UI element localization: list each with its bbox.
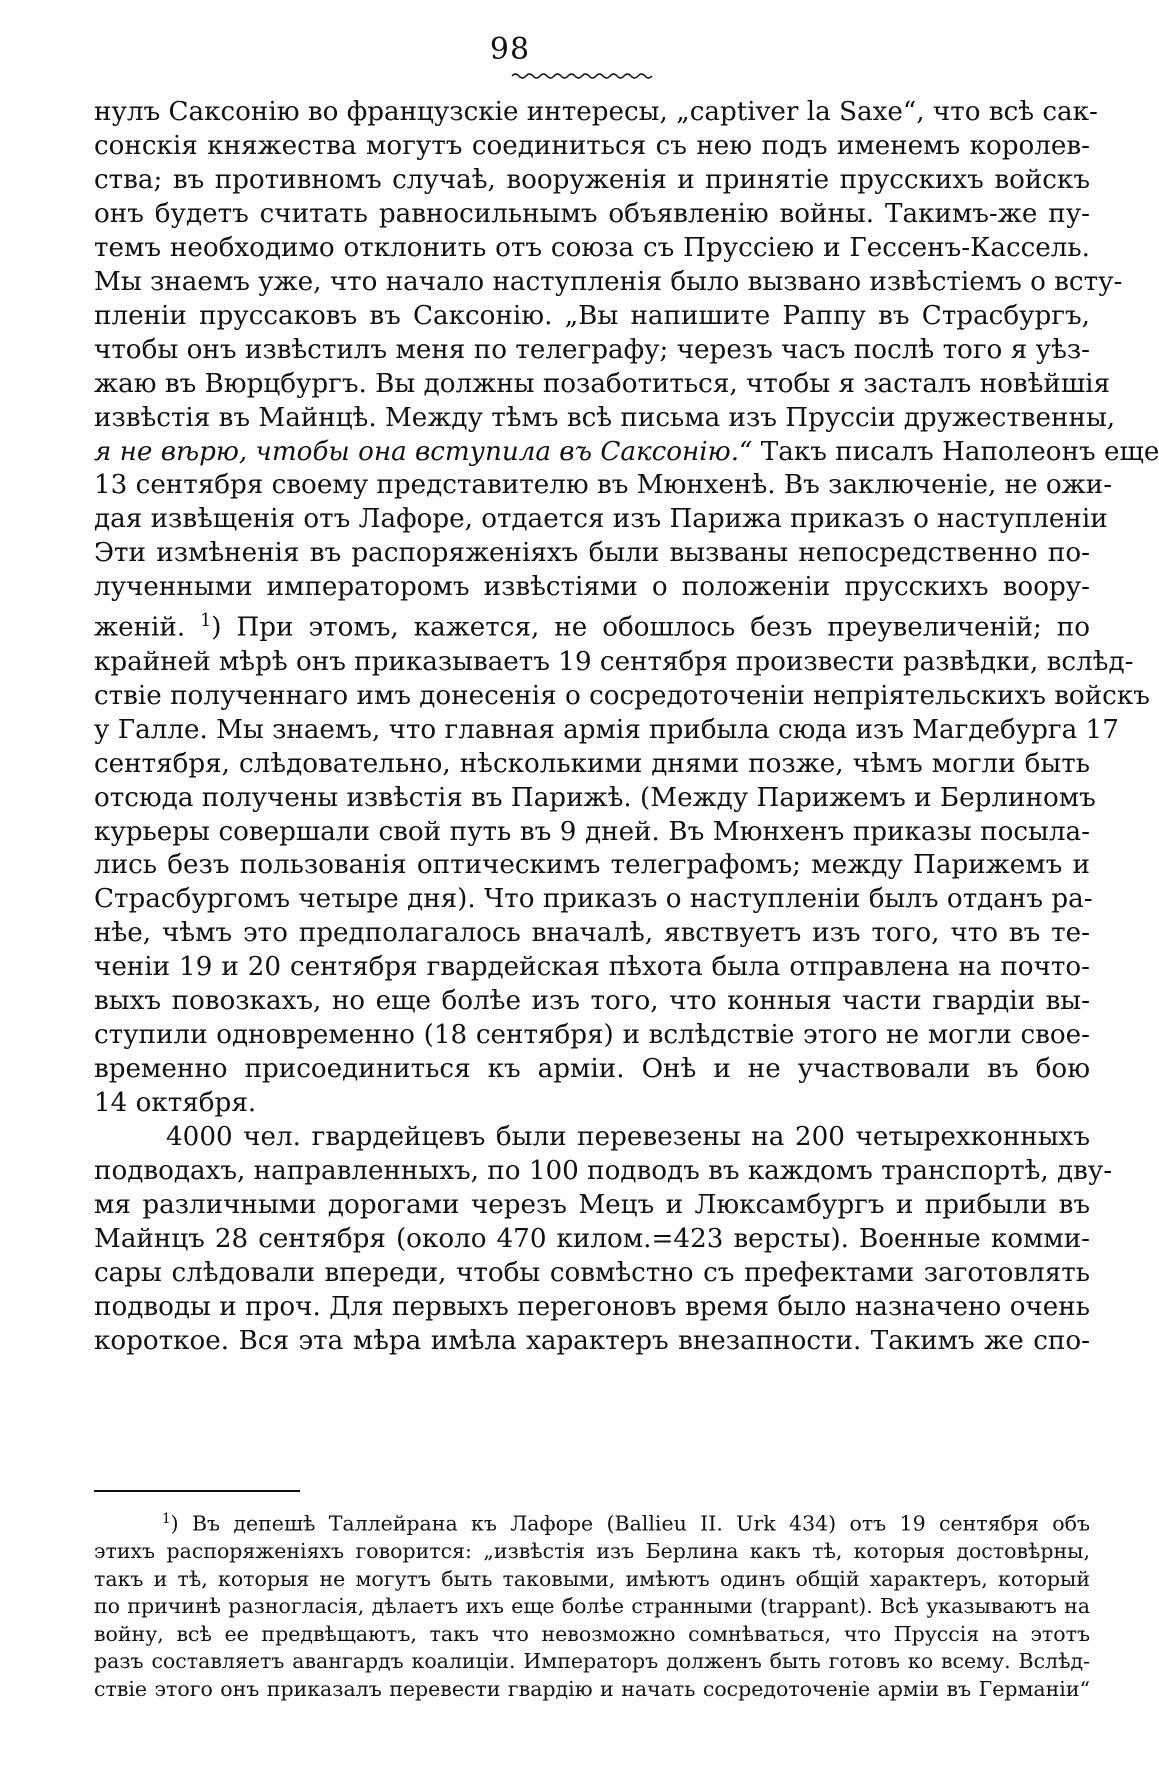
footnote-line: войну, всѣ ее предвѣщаютъ, такъ что невозможно сомнѣваться, что Пруссія на этотъ xyxy=(94,1621,1090,1646)
footnote-line: ствіе этого онъ приказалъ перевести гвардію и начать сосредоточеніе арміи въ Германіи“ xyxy=(94,1677,1090,1701)
text-line: Мы знаемъ уже, что начало наступленія было вызвано извѣстіемъ о всту- xyxy=(94,266,1123,297)
footnote-reference: 1 xyxy=(200,611,212,632)
text-line: ства; въ противномъ случаѣ, вооруженія и принятіе прусскихъ войскъ xyxy=(94,164,1090,195)
footnote-line: разъ составляетъ авангардъ коалиціи. Императоръ долженъ быть готовъ ко всему. Вслѣд- xyxy=(94,1649,1090,1674)
main-text xyxy=(94,96,1159,1359)
text-line: крайней мѣрѣ онъ приказываетъ 19 сентября произвести развѣдки, вслѣд- xyxy=(94,646,1134,677)
wavy-rule-ornament xyxy=(512,72,652,80)
footnote-line: этихъ распоряженіяхъ говорится: „извѣстія изъ Берлина какъ тѣ, которыя достовѣрны, xyxy=(94,1539,1090,1564)
text-line: короткое. Вся эта мѣра имѣла характеръ внезапности. Такимъ же спо- xyxy=(94,1325,1090,1356)
text-line: Эти измѣненія въ распоряженіяхъ были вызваны непосредственно по- xyxy=(94,538,1090,569)
footnote-first-line xyxy=(94,1506,1090,1538)
text-line: Страсбургомъ четыре дня). Что приказъ о наступленіи былъ отданъ ра- xyxy=(94,884,1093,915)
text-fragment: ) При этомъ, кажется, не обошлось безъ преувеличеній; по xyxy=(211,612,1090,643)
text-line-italic-quote xyxy=(94,436,1159,470)
text-line: Майнцъ 28 сентября (около 470 килом.=423 версты). Военные комми- xyxy=(94,1223,1090,1254)
footnote-line: такъ и тѣ, которыя не могутъ быть таковыми, имѣютъ одинъ общій характеръ, который xyxy=(94,1566,1090,1591)
text-line: сентября, слѣдовательно, нѣсколькими днями позже, чѣмъ могли быть xyxy=(94,748,1090,779)
text-line: онъ будетъ считать равносильнымъ объявленію войны. Такимъ-же пу- xyxy=(94,198,1090,229)
paragraph-end-line: 14 октября. xyxy=(94,1088,257,1119)
text-line: временно присоединиться къ арміи. Онѣ и не участвовали въ бою xyxy=(94,1054,1090,1085)
text-line: лись безъ пользованія оптическимъ телеграфомъ; между Парижемъ и xyxy=(94,850,1090,881)
page-number: 98 xyxy=(489,32,531,67)
text-fragment: женій. xyxy=(94,612,186,643)
text-line: 13 сентября своему представителю въ Мюнхенѣ. Въ заключеніе, не ожи- xyxy=(94,470,1113,501)
text-line: ченіи 19 и 20 сентября гвардейская пѣхота была отправлена на почто- xyxy=(94,952,1090,983)
text-line: у Галле. Мы знаемъ, что главная армія прибыла сюда изъ Магдебурга 17 xyxy=(94,714,1119,745)
text-line: нѣе, чѣмъ это предполагалось вначалѣ, явствуетъ изъ того, что въ те- xyxy=(94,918,1090,949)
text-line: курьеры совершали свой путь въ 9 дней. Въ Мюнхенъ приказы посыла- xyxy=(94,816,1090,847)
text-line: мя различными дорогами черезъ Мецъ и Люксамбургъ и прибыли въ xyxy=(94,1190,1090,1220)
text-fragment: ) Въ депешѣ Таллейрана къ Лафоре (Ballieu II. Urk 434) отъ 19 сентября объ xyxy=(170,1511,1090,1536)
text-line: ступили одновременно (18 сентября) и вслѣдствіе этого не могли свое- xyxy=(94,1020,1090,1051)
text-line: подводы и проч. Для первыхъ перегоновъ время было назначено очень xyxy=(94,1291,1090,1322)
text-line: подводахъ, направленныхъ, по 100 подводъ въ каждомъ транспортѣ, дву- xyxy=(94,1156,1113,1187)
text-line: выхъ повозкахъ, но еще болѣе изъ того, что конныя части гвардіи вы- xyxy=(94,986,1090,1017)
text-line: темъ необходимо отклонить отъ союза съ Пруссіею и Гессенъ-Кассель. xyxy=(94,232,1090,263)
footnote-divider xyxy=(94,1490,300,1492)
text-line-with-footnote-ref xyxy=(94,605,1090,645)
text-line: лученными императоромъ извѣстіями о положеніи прусскихъ воору- xyxy=(94,572,1090,603)
text-line: нулъ Саксонію во французскіе интересы, „captiver la Saxe“, что всѣ сак- xyxy=(94,97,1098,127)
text-line: чтобы онъ извѣстилъ меня по телеграфу; черезъ часъ послѣ того я уѣз- xyxy=(94,334,1090,365)
italic-quote: я не вѣрю, чтобы она вступила въ Саксонію.“ xyxy=(94,436,753,467)
text-line: ствіе полученнаго имъ донесенія о сосредоточеніи непріятельскихъ войскъ xyxy=(94,680,1150,711)
text-line: жаю въ Вюрцбургъ. Вы должны позаботиться, чтобы я засталъ новѣйшія xyxy=(94,368,1111,399)
text-fragment: Такъ писалъ Наполеонъ еще xyxy=(752,436,1159,467)
text-line: отсюда получены извѣстія въ Парижѣ. (Между Парижемъ и Берлиномъ xyxy=(94,782,1096,813)
paragraph-start-line: 4000 чел. гвардейцевъ были перевезены на 200 четырехконныхъ xyxy=(166,1122,1090,1153)
footnote-marker: 1 xyxy=(162,1511,171,1527)
text-line: пленіи пруссаковъ въ Саксонію. „Вы напишите Раппу въ Страсбургъ, xyxy=(94,300,1090,331)
footnote-line: по причинѣ разногласія, дѣлаетъ ихъ еще болѣе странными (trappant). Всѣ указываютъ на xyxy=(94,1594,1090,1619)
footnotes xyxy=(94,1506,1090,1704)
text-line: извѣстія въ Майнцѣ. Между тѣмъ всѣ письма изъ Пруссіи дружественны, xyxy=(94,402,1116,433)
text-line: сары слѣдовали впереди, чтобы совмѣстно съ префектами заготовлять xyxy=(94,1257,1090,1288)
text-line: дая извѣщенія отъ Лафоре, отдается изъ Парижа приказъ о наступленіи xyxy=(94,504,1108,535)
text-line: сонскія княжества могутъ соединиться съ нею подъ именемъ королев- xyxy=(94,130,1090,161)
